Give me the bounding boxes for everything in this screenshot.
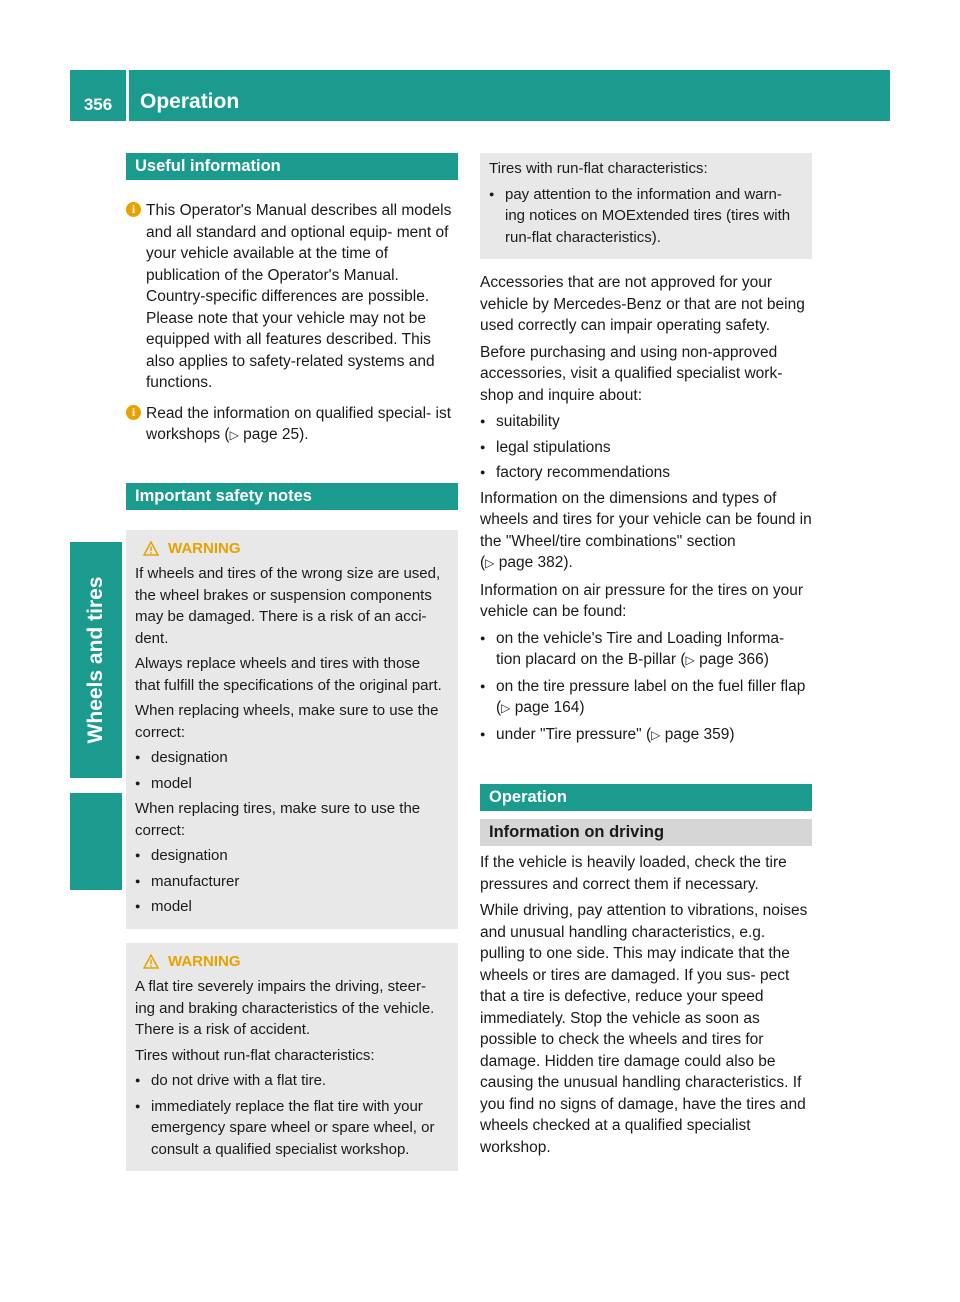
chapter-tab-label: Wheels and tires (84, 576, 107, 744)
list-item: ● on the vehicle's Tire and Loading Informa- tion placard on the B-pillar (▷ page 366) (480, 628, 812, 672)
triangle-right-icon: ▷ (485, 556, 495, 570)
warning-text: If wheels and tires of the wrong size are used, the wheel brakes or suspension components may be damaged. There is a risk of an acci- dent. (135, 565, 441, 647)
info-note (126, 403, 458, 447)
right-column (480, 153, 812, 1163)
warning-box (126, 530, 458, 929)
warning-text: Tires with run-flat characteristics: (489, 160, 708, 177)
body-paragraph: Information on air pressure for the tires on your vehicle can be found: (480, 581, 804, 620)
body-paragraph: If the vehicle is heavily loaded, check the tire pressures and correct them if necessary. (480, 854, 787, 893)
page-reference-link[interactable]: page 382). (498, 554, 573, 571)
page-reference-link[interactable]: page 366) (699, 651, 769, 668)
list-item: ● factory recommendations (480, 462, 812, 484)
body-paragraph: Before purchasing and using non-approved accessories, visit a qualified specialist work- shop and inquire about: (480, 343, 783, 404)
list-item: ● immediately replace the flat tire with your emergency spare wheel or spare wheel, or consult a qualified specialist workshop. (135, 1096, 449, 1161)
body-paragraph: While driving, pay attention to vibrations, noises and unusual handling characteristics, e.g. pulling to one side. This may indicate that the wheels or tires are damaged. If you sus- pect that a tire is defective, reduce your speed immediately. Stop the vehicle as soon as possible to check the wheels and tires for damage. Hidden tire damage could also be causing the unusual handling characteristics. If you find no signs of damage, have the tires and wheels checked at a qualified specialist workshop. (480, 902, 808, 1156)
warning-box-continued (480, 153, 812, 259)
page-title: Operation (140, 90, 240, 113)
warning-text: Tires without run-flat characteristics: (135, 1046, 375, 1064)
section-heading-useful-information: Useful information (126, 153, 458, 180)
warning-label: WARNING (168, 952, 241, 970)
info-note (126, 200, 458, 394)
triangle-right-icon: ▷ (501, 701, 511, 715)
chapter-tab-marker (70, 793, 122, 890)
bullet-list (135, 1070, 449, 1160)
triangle-right-icon: ▷ (685, 653, 695, 667)
bullet-list (480, 628, 812, 747)
info-note-text: Read the information on qualified special- ist workshops (▷ page 25). (146, 404, 452, 443)
bullet-list (135, 845, 449, 918)
warning-label: WARNING (168, 539, 241, 557)
warning-box (126, 943, 458, 1172)
section-heading-operation: Operation (480, 784, 812, 811)
triangle-right-icon: ▷ (651, 727, 661, 742)
list-item: ● model (135, 773, 449, 795)
bullet-list (135, 747, 449, 794)
page-number: 356 (83, 95, 113, 114)
warning-header (135, 951, 449, 973)
left-column (126, 153, 458, 1171)
body-paragraph: Information on the dimensions and types of wheels and tires for your vehicle can be found in the "Wheel/tire combinations" section (▷ page 382). (480, 489, 812, 571)
list-item: ● under "Tire pressure" (▷ page 359) (480, 724, 812, 747)
warning-triangle-icon (143, 541, 159, 556)
list-item: ● designation (135, 845, 449, 867)
warning-text: When replacing wheels, make sure to use the correct: (135, 702, 439, 741)
info-note-text: This Operator's Manual describes all models and all standard and optional equip- ment of your vehicle available at the time of publication of the Operator's Manual. Country-specific differences are possible. Please note that your vehicle may not be equipped with all features described. This also applies to safety-related systems and functions. (146, 202, 452, 391)
page-reference-link[interactable]: page 164) (514, 699, 585, 716)
info-icon: i (126, 403, 146, 425)
list-item: ● on the tire pressure label on the fuel filler flap (▷ page 164) (480, 676, 812, 720)
list-item: ● suitability (480, 411, 812, 433)
triangle-right-icon: ▷ (229, 428, 239, 442)
page-reference-link[interactable]: page 25). (243, 426, 309, 443)
list-item: ● pay attention to the information and warn- ing notices on MOExtended tires (tires with run-flat characteristics). (489, 184, 803, 249)
header-divider (126, 70, 129, 121)
warning-text: A flat tire severely impairs the driving, steer- ing and braking characteristics of the vehicle. There is a risk of accident. (135, 978, 435, 1038)
chapter-tab (70, 542, 122, 778)
list-item: ● legal stipulations (480, 437, 812, 459)
bullet-list (480, 411, 812, 484)
list-item: ● do not drive with a flat tire. (135, 1070, 449, 1092)
body-paragraph: Accessories that are not approved for your vehicle by Mercedes-Benz or that are not being used correctly can impair operating safety. (480, 274, 805, 334)
warning-triangle-icon (143, 954, 159, 969)
subsection-heading-information-on-driving: Information on driving (480, 819, 812, 846)
list-item: ● designation (135, 747, 449, 769)
bullet-list (489, 184, 803, 249)
list-item: ● model (135, 896, 449, 918)
warning-text: Always replace wheels and tires with those that fulfill the specifications of the original part. (135, 655, 442, 694)
warning-header (135, 538, 449, 560)
list-item: ● manufacturer (135, 871, 449, 893)
page-reference-link[interactable]: page 359) (664, 725, 735, 743)
warning-text: When replacing tires, make sure to use the correct: (135, 800, 421, 839)
page-header (70, 70, 890, 121)
info-icon: i (126, 200, 146, 222)
section-heading-important-safety-notes: Important safety notes (126, 483, 458, 510)
